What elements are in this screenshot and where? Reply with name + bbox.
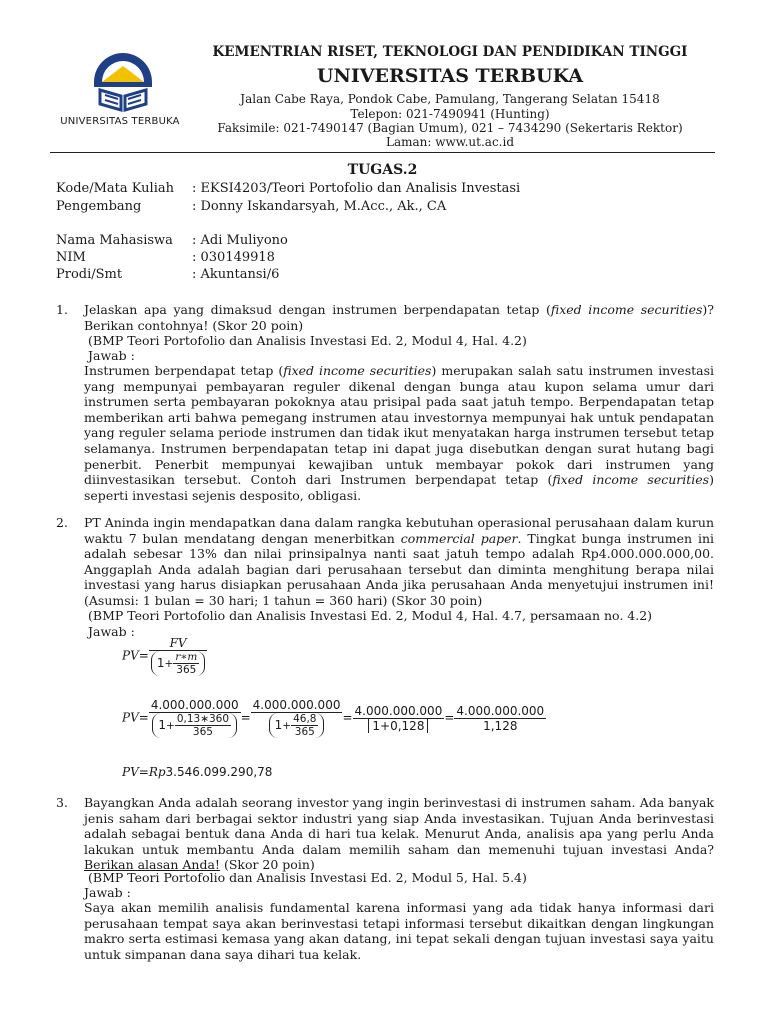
pv-calculation: PV= 4.000.000.000 1+ $\frac{0,13∗360}{365}$ = 4.000.000.000 1+ $\frac{46,8}{365}$ = $\frac{4.000.000.000}{1+0,128}$ = $\frac{4.000.000.000}{1,128}$	[122, 698, 545, 738]
university-name: UNIVERSITAS TERBUKA	[316, 65, 584, 87]
question-3-text: Bayangkan Anda adalah seorang investor yang ingin berinvestasi di instrumen saham. Ada banyak jenis saham dari berbagai sektor industri yang siap Anda investasikan. Tujuan Anda berinvestasi adalah sebagai bentuk dana Anda di hari tua kelak. Menurut Anda, analisis apa yang perlu Anda lakukan untuk membantu Anda dalam memilih saham dan memenuhi tujuan investasi Anda? Berikan alasan Anda! (Skor 20 poin)	[84, 795, 714, 873]
question-number: 2.	[56, 515, 68, 530]
question-3-jawab: Jawab :	[84, 885, 131, 900]
question-3-reference: (BMP Teori Portofolio dan Analisis Investasi Ed. 2, Modul 5, Hal. 5.4)	[88, 870, 527, 885]
website: Laman: www.ut.ac.id	[385, 135, 515, 149]
fax: Faksimile: 021-7490147 (Bagian Umum), 021 – 7434290 (Sekertaris Rektor)	[217, 121, 683, 135]
question-2-text: PT Aninda ingin mendapatkan dana dalam rangka kebutuhan operasional perusahaan dalam kurun waktu 7 bulan mendatang dengan menerbitkan commercial paper. Tingkat bunga instrumen ini adalah sebesar 13% dan nilai prinsipalnya nanti saat jatuh tempo adalah Rp4.000.000.000,00. Anggaplah Anda adalah bagian dari perusahaan tersebut dan diminta menghitung berapa nilai investasi yang harus disiapkan perusahaan Anda jika perusahaan Anda menyetujui instrumen ini! (Asumsi: 1 bulan = 30 hari; 1 tahun = 360 hari) (Skor 30 poin)	[84, 515, 714, 608]
info-label-developer: Pengembang	[56, 199, 142, 214]
info-value-student-name: : Adi Muliyono	[192, 233, 288, 248]
info-value-developer: : Donny Iskandarsyah, M.Acc., Ak., CA	[192, 199, 447, 214]
question-2-reference: (BMP Teori Portofolio dan Analisis Investasi Ed. 2, Modul 4, Hal. 4.7, persamaan no. 4.2)	[88, 608, 653, 623]
header-divider	[50, 152, 715, 153]
question-1-text: Jelaskan apa yang dimaksud dengan instrumen berpendapatan tetap (fixed income securities)? Berikan contohnya! (Skor 20 poin)	[84, 302, 714, 333]
question-2-jawab: Jawab :	[88, 624, 135, 639]
info-label-nim: NIM	[56, 250, 86, 265]
pv-result: PV=Rp3.546.099.290,78	[122, 765, 273, 779]
phone: Telepon: 021-7490941 (Hunting)	[350, 107, 550, 121]
university-logo-icon	[88, 52, 158, 114]
info-label-student-name: Nama Mahasiswa	[56, 233, 173, 248]
info-label-program: Prodi/Smt	[56, 267, 123, 282]
question-number: 3.	[56, 795, 68, 810]
info-value-nim: : 030149918	[192, 250, 275, 265]
question-1-answer: Instrumen berpendapat tetap (fixed income securities) merupakan salah satu instrumen investasi yang mempunyai pembayaran reguler dikenal dengan bunga atau kupon selama umur dari instrumen serta pembayaran pokoknya atau prisipal pada saat jatuh tempo. Berpendapatan tetap memberikan arti bahwa pemegang instrumen atau investornya mempunyai hak untuk pendapatan yang reguler selama periode instrumen dan tidak ikut menyatakan harga instrumen tersebut tetap selamanya. Instrumen berpendapatan tetap ini dapat juga disebutkan dengan surat hutang bagi penerbit. Penerbit mempunyai kewajiban untuk membayar pokok dari instrumen yang diinvestasikan tersebut. Contoh dari Instrumen berpendapat tetap (fixed income securities) seperti investasi sejenis desposito, obligasi.	[84, 363, 714, 503]
question-number: 1.	[56, 302, 68, 317]
pv-formula: PV= FV 1+ $\frac{r∗m}{365}$	[122, 636, 207, 676]
info-value-program: : Akuntansi/6	[192, 267, 280, 282]
question-1-jawab: Jawab :	[88, 348, 135, 363]
logo-text: UNIVERSITAS TERBUKA	[60, 116, 180, 127]
address: Jalan Cabe Raya, Pondok Cabe, Pamulang, Tangerang Selatan 15418	[240, 92, 660, 106]
page-title: TUGAS.2	[347, 162, 418, 178]
ministry-name: KEMENTRIAN RISET, TEKNOLOGI DAN PENDIDIKAN TINGGI	[212, 44, 688, 60]
info-value-course: : EKSI4203/Teori Portofolio dan Analisis Investasi	[192, 181, 521, 196]
info-label-course: Kode/Mata Kuliah	[56, 181, 174, 196]
question-1-reference: (BMP Teori Portofolio dan Analisis Investasi Ed. 2, Modul 4, Hal. 4.2)	[88, 333, 527, 348]
question-3-answer: Saya akan memilih analisis fundamental karena informasi yang ada tidak hanya informasi dari perusahaan tempat saya akan berinvestasi tetapi informasi tersebut dikaitkan dengan lingkungan makro serta estimasi kemasa yang akan datang, ini tepat sekali dengan tujuan investasi saya yaitu untuk simpanan dana saya dihari tua kelak.	[84, 900, 714, 962]
